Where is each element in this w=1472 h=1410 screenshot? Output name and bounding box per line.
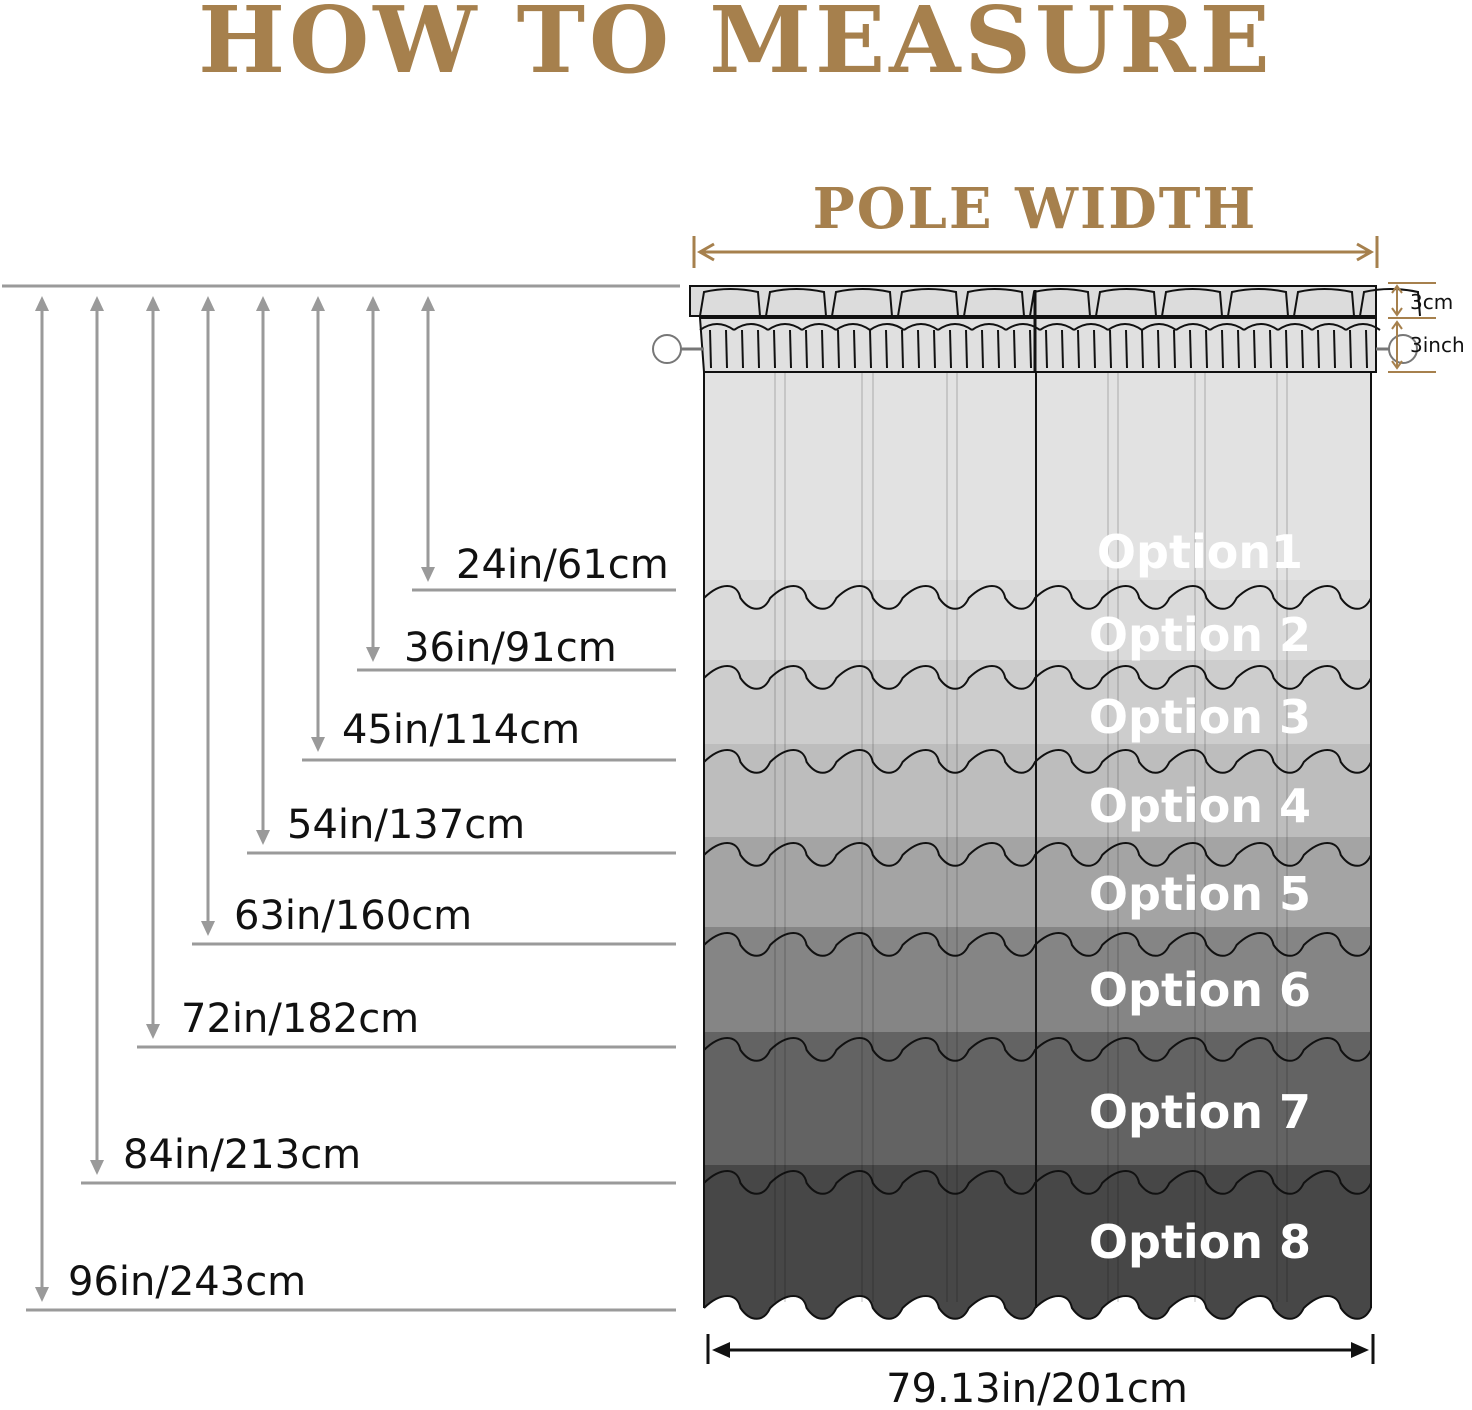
curtain-bands [702, 372, 1373, 1348]
option-label-3: Option 3 [1088, 690, 1312, 744]
drop-length-label-2: 36in/91cm [404, 625, 617, 671]
drop-length-label-1: 24in/61cm [456, 542, 669, 588]
drop-length-label-5: 63in/160cm [234, 893, 473, 939]
drop-length-label-8: 96in/243cm [68, 1259, 307, 1305]
top-height-label: 3cm [1410, 290, 1454, 314]
drop-length-label-3: 45in/114cm [342, 707, 581, 753]
option-label-2: Option 2 [1088, 608, 1312, 662]
option-label-1: Option1 [1096, 525, 1304, 579]
drop-length-label-6: 72in/182cm [181, 996, 420, 1042]
curtain-band-1 [704, 372, 1371, 616]
option-label-5: Option 5 [1088, 867, 1312, 921]
pole-width-label: POLE WIDTH [812, 176, 1258, 242]
drop-arrow-3 [302, 296, 676, 760]
drop-length-label-4: 54in/137cm [287, 802, 526, 848]
drop-arrows [26, 296, 676, 1310]
drop-arrow-2 [357, 296, 676, 670]
option-label-7: Option 7 [1088, 1085, 1312, 1139]
total-width-label: 79.13in/201cm [886, 1366, 1188, 1410]
option-label-6: Option 6 [1088, 963, 1312, 1017]
page-title: HOW TO MEASURE [198, 0, 1274, 94]
option-label-8: Option 8 [1088, 1215, 1312, 1269]
option-label-4: Option 4 [1088, 779, 1312, 833]
rod-ring-left [653, 335, 681, 363]
curtain-header [690, 286, 1420, 372]
drop-length-label-7: 84in/213cm [123, 1132, 362, 1178]
rod-pocket-height-label: 3inch [1410, 333, 1465, 357]
